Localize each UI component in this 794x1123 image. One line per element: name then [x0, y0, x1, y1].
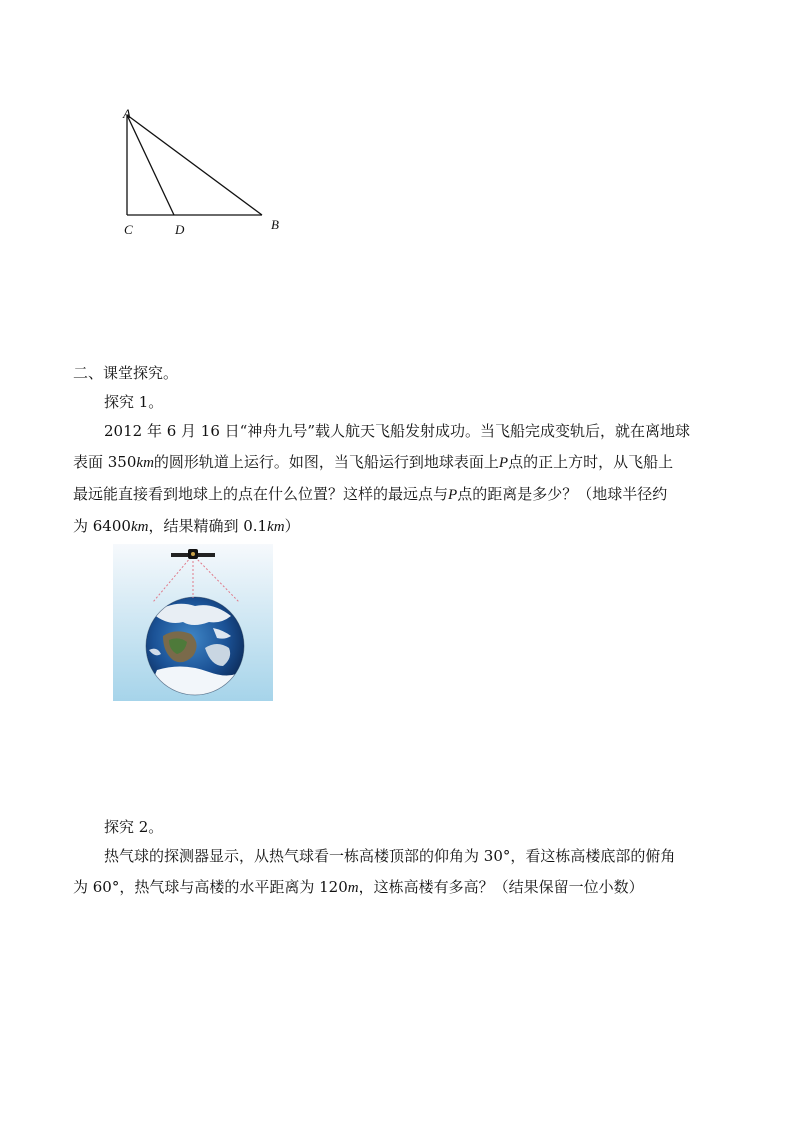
vertex-label-d: D: [175, 222, 185, 237]
explore1-line-3: 最远能直接看到地球上的点在什么位置？这样的最远点与P点的距离是多少？（地球半径约: [73, 485, 668, 503]
explore2-paragraph: [73, 841, 733, 904]
explore1-line-4: 为 6400km，结果精确到 0.1km）: [73, 517, 300, 535]
segment-ab: [127, 115, 262, 215]
explore2-line-1: 热气球的探测器显示，从热气球看一栋高楼顶部的仰角为 30°，看这栋高楼底部的俯角: [104, 847, 676, 865]
vertex-label-b: B: [271, 217, 279, 232]
explore1-paragraph: [73, 416, 733, 543]
earth-spacecraft-image: [113, 544, 273, 701]
explore1-line-2: 表面 350km的圆形轨道上运行。如图，当飞船运行到地球表面上P点的正上方时，从飞船上: [73, 453, 674, 471]
vertex-label-a: A: [123, 106, 131, 121]
explore2-heading: 探究 2。: [104, 818, 164, 836]
explore1-heading: 探究 1。: [104, 393, 164, 411]
vertex-label-c: C: [124, 222, 133, 237]
explore2-line-2: 为 60°，热气球与高楼的水平距离为 120m，这栋高楼有多高？（结果保留一位小数）: [73, 878, 644, 896]
segment-ad: [127, 115, 174, 215]
section-title: 二、课堂探究。: [73, 364, 179, 382]
explore1-line-1: 2012 年 6 月 16 日“神舟九号”载人航天飞船发射成功。当飞船完成变轨后，就在离地球: [104, 422, 690, 440]
